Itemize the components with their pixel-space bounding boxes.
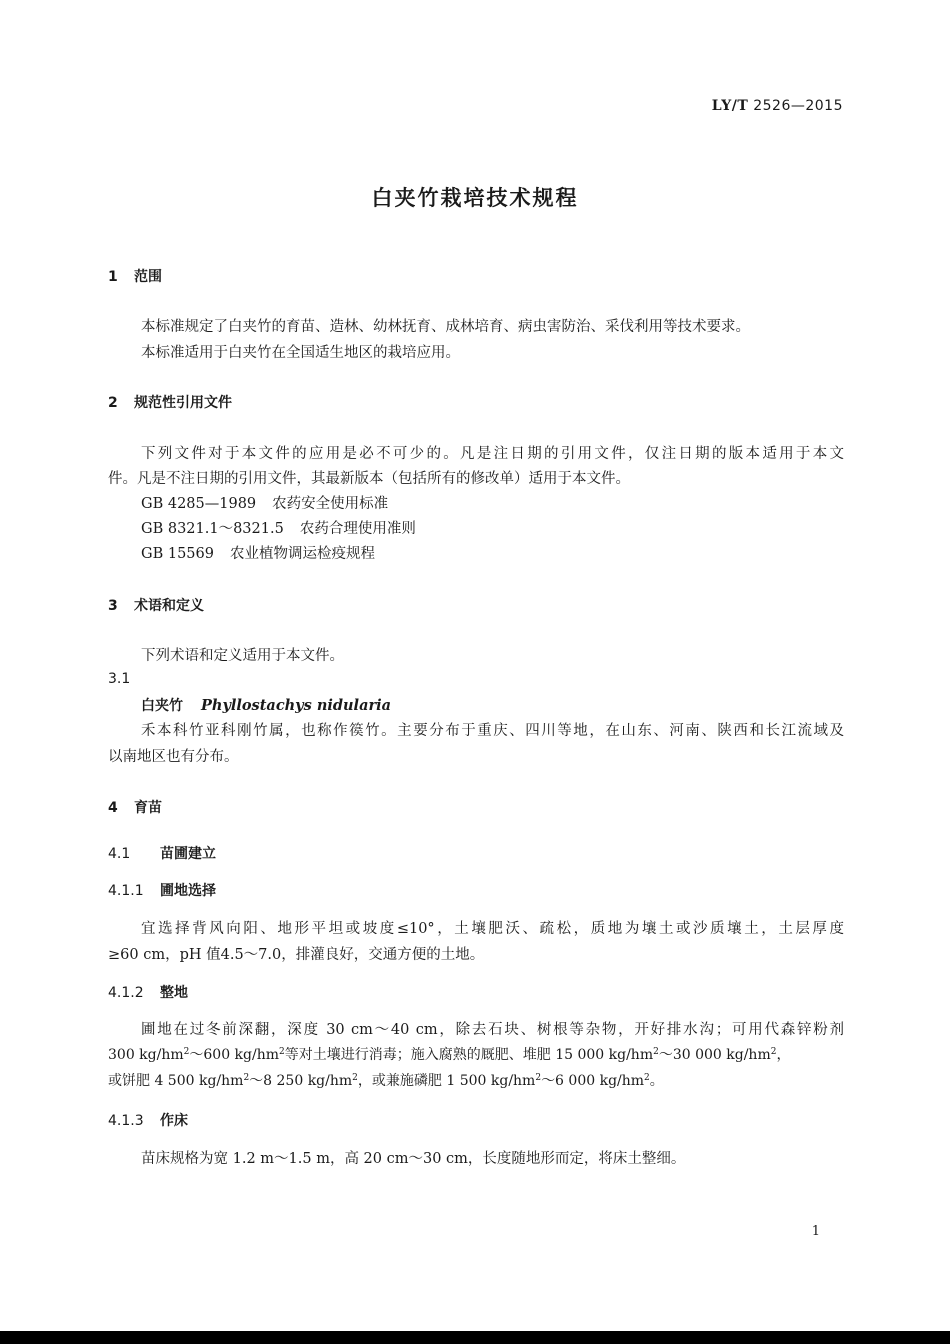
superscript: 2: [770, 1047, 777, 1057]
document-number: [712, 98, 843, 114]
section-2-heading: [108, 392, 232, 412]
term-chinese: 白夹竹: [141, 698, 183, 714]
paragraph-line: 宜选择背风向阳、地形平坦或坡度≤10°，土壤肥沃、疏松，质地为壤土或沙质壤土，土层厚度: [141, 921, 844, 937]
text-run: ～600 kg/hm: [189, 1047, 280, 1063]
subsection-4-1-3-heading: [108, 1110, 188, 1130]
paragraph-line: [108, 1070, 844, 1090]
paragraph-line: 以南地区也有分布。: [108, 749, 239, 765]
section-title: 术语和定义: [134, 598, 204, 614]
superscript: 2: [243, 1073, 250, 1083]
reference-code: GB 4285—1989: [141, 496, 257, 512]
superscript: 2: [183, 1047, 190, 1057]
paragraph-line: [108, 1044, 844, 1064]
document-title: 白夹竹栽培技术规程: [371, 186, 579, 210]
subsection-title: 作床: [160, 1113, 188, 1129]
reference-code: GB 8321.1～8321.5: [141, 521, 284, 537]
text-run: ～6 000 kg/hm: [541, 1073, 645, 1089]
paragraph: 本标准适用于白夹竹在全国适生地区的栽培应用。: [141, 345, 460, 361]
superscript: 2: [279, 1047, 285, 1057]
term-entry: [141, 695, 877, 715]
section-number: 4: [108, 800, 118, 816]
text-run: ，: [776, 1047, 791, 1063]
page-number: 1: [811, 1224, 820, 1239]
paragraph-line: 下列文件对于本文件的应用是必不可少的。凡是注日期的引用文件，仅注日期的版本适用于本文: [141, 446, 844, 462]
section-number: 1: [108, 269, 118, 285]
subsection-number: 4.1.3: [108, 1113, 144, 1129]
subsection-title: 苗圃建立: [160, 846, 216, 862]
subsection-number: 4.1: [108, 846, 131, 862]
bottom-edge-bar: [0, 1331, 950, 1344]
text-run: 或饼肥 4 500 kg/hm: [108, 1073, 244, 1089]
section-number: 3: [108, 598, 118, 614]
subsection-number: 4.1.1: [108, 883, 144, 899]
subsection-title: 整地: [160, 985, 188, 1001]
reference-code: GB 15569: [141, 546, 214, 562]
paragraph: 苗床规格为宽 1.2 m～1.5 m，高 20 cm～30 cm，长度随地形而定，将床土整细。: [141, 1151, 686, 1167]
text-run: 。: [649, 1073, 664, 1089]
reference-name: 农药合理使用准则: [299, 521, 416, 537]
subsection-4-1-1-heading: [108, 880, 216, 900]
paragraph: 下列术语和定义适用于本文件。: [141, 648, 344, 664]
section-number: 2: [108, 395, 118, 411]
text-run: ，或兼施磷肥 1 500 kg/hm: [357, 1073, 536, 1089]
paragraph: 本标准规定了白夹竹的育苗、造林、幼林抚育、成林培育、病虫害防治、采伐利用等技术要求。: [141, 319, 750, 335]
section-title: 规范性引用文件: [134, 395, 232, 411]
text-run: ～30 000 kg/hm: [658, 1047, 771, 1063]
text-run: 等对土壤进行消毒；施入腐熟的厩肥、堆肥 15 000 kg/hm: [284, 1047, 654, 1063]
reference-name: 农业植物调运检疫规程: [229, 546, 375, 562]
normative-reference: [141, 542, 877, 563]
subsection-4-1-heading: [108, 843, 216, 863]
term-latin: Phyllostachys nidularia: [201, 697, 392, 714]
superscript: 2: [653, 1047, 659, 1057]
section-1-heading: [108, 266, 162, 286]
paragraph-line: ≥60 cm，pH 值4.5～7.0，排灌良好，交通方便的土地。: [108, 947, 485, 963]
section-title: 育苗: [134, 800, 162, 816]
superscript: 2: [535, 1073, 542, 1083]
subsection-4-1-2-heading: [108, 982, 188, 1002]
text-run: ～8 250 kg/hm: [249, 1073, 353, 1089]
document-code: 2526—2015: [753, 98, 843, 114]
section-title: 范围: [134, 269, 162, 285]
subsection-number: 4.1.2: [108, 985, 144, 1001]
paragraph-line: 件。凡是不注日期的引用文件，其最新版本（包括所有的修改单）适用于本文件。: [108, 471, 630, 487]
section-3-heading: [108, 595, 204, 615]
text-run: 300 kg/hm: [108, 1047, 184, 1063]
document-prefix: LY/T: [711, 98, 749, 114]
section-4-heading: [108, 797, 162, 817]
normative-reference: [141, 492, 877, 513]
superscript: 2: [352, 1073, 358, 1083]
paragraph-line: 圃地在过冬前深翻，深度 30 cm～40 cm，除去石块、树根等杂物，开好排水沟；可用代森锌粉剂: [141, 1022, 844, 1038]
reference-name: 农药安全使用标准: [272, 496, 389, 512]
subsection-number: 3.1: [108, 671, 131, 687]
normative-reference: [141, 517, 877, 538]
subsection-title: 圃地选择: [160, 883, 216, 899]
paragraph-line: 禾本科竹亚科刚竹属，也称作篌竹。主要分布于重庆、四川等地，在山东、河南、陕西和长江流域及: [141, 723, 844, 739]
superscript: 2: [644, 1073, 650, 1083]
